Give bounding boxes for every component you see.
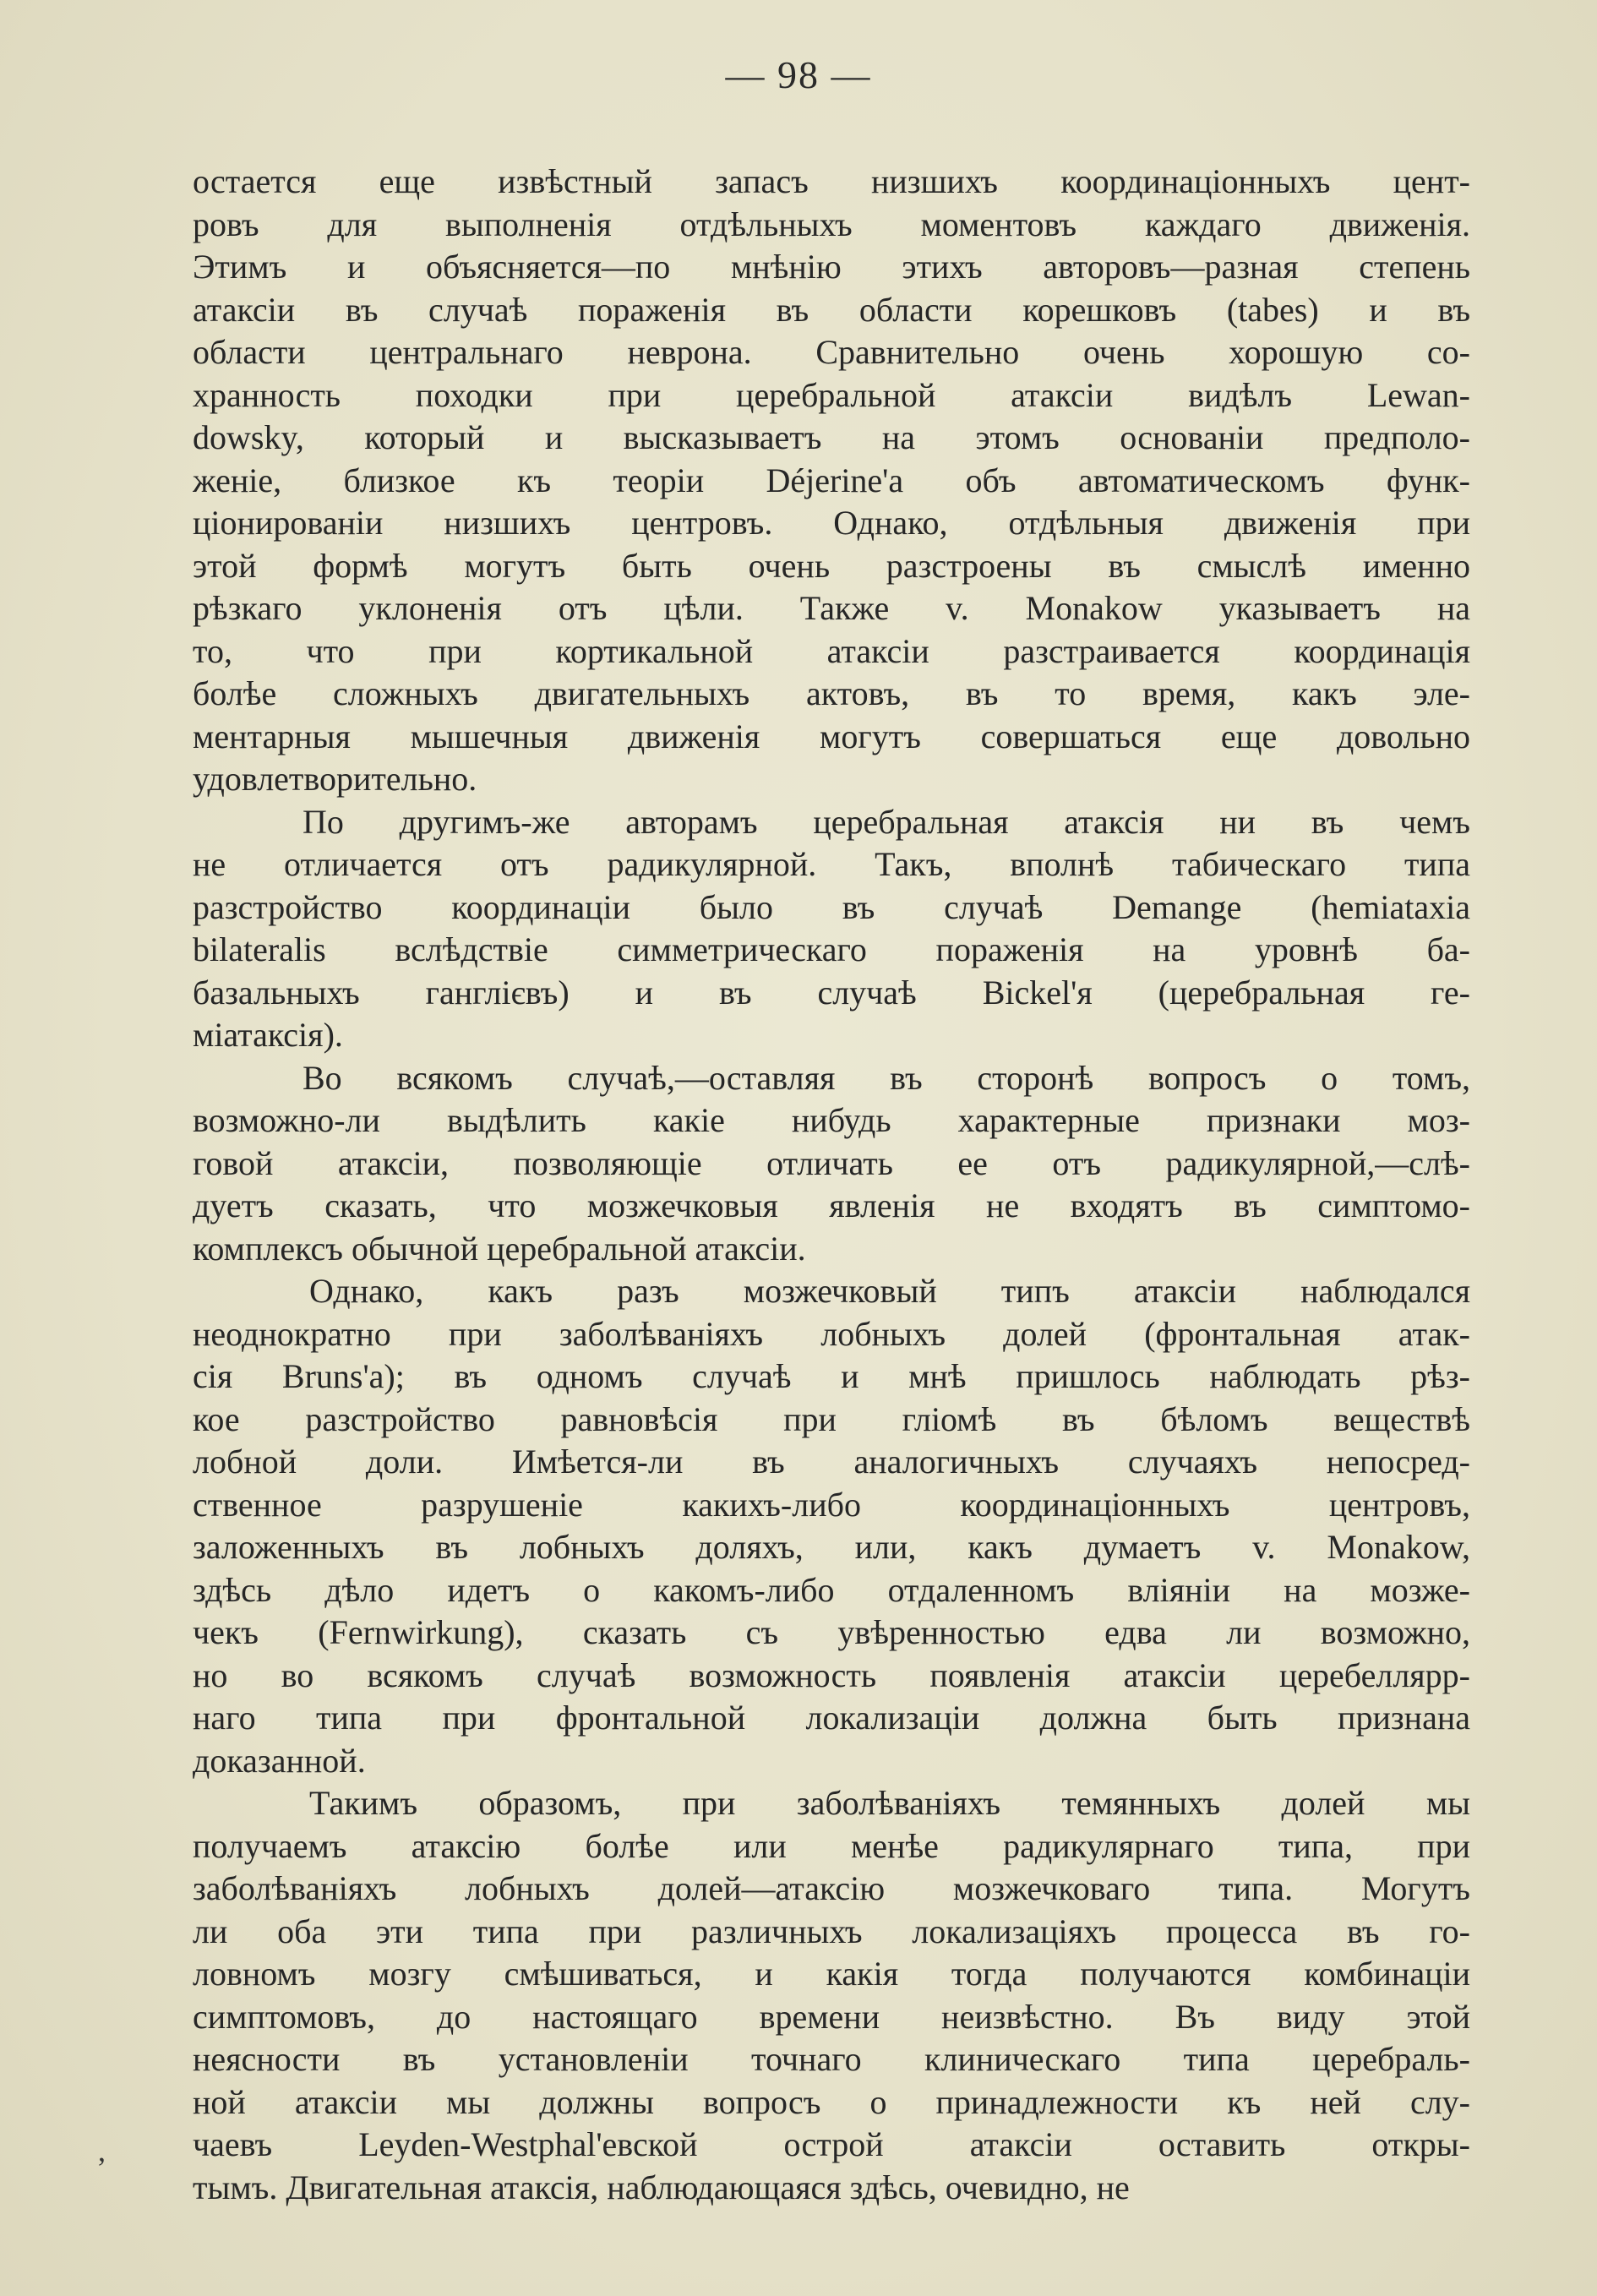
text-line: ловномъ мозгу смѣшиваться, и какія тогда получаются комбинаціи: [193, 1955, 1470, 1993]
text-line: получаемъ атаксію болѣе или менѣе радикулярнаго типа, при: [193, 1826, 1470, 1865]
text-line: чаевъ Leyden-Westphal'евской острой атаксіи оставить откры-: [193, 2125, 1470, 2163]
text-line: ментарныя мышечныя движенія могутъ совершаться еще довольно: [193, 717, 1470, 755]
text-line: хранность походки при церебральной атаксіи видѣлъ Lewan-: [193, 375, 1470, 414]
text-line: Этимъ и объясняется—по мнѣнію этихъ авторовъ—разная степень: [193, 248, 1470, 286]
text-line: неясности въ установленіи точнаго клиническаго типа церебраль-: [193, 2040, 1470, 2078]
paragraph: [193, 161, 1470, 801]
text-line: сія Bruns'а); въ одномъ случаѣ и мнѣ пришлось наблюдать рѣз-: [193, 1357, 1470, 1395]
text-line: остается еще извѣстный запасъ низшихъ координаціонныхъ цент-: [193, 162, 1470, 200]
text-line: дуетъ сказать, что мозжечковыя явленія не входятъ въ симптомо-: [193, 1186, 1470, 1224]
text-line: ціонированіи низшихъ центровъ. Однако, отдѣльныя движенія при: [193, 504, 1470, 542]
text-line: тымъ. Двигательная атаксія, наблюдающаяся здѣсь, очевидно, не: [193, 2168, 1130, 2206]
text-line: рѣзкаго уклоненія отъ цѣли. Также v. Monakow указываетъ на: [193, 589, 1470, 627]
text-line: наго типа при фронтальной локализаціи должна быть признана: [193, 1699, 1470, 1737]
text-line: заболѣваніяхъ лобныхъ долей—атаксію мозжечковаго типа. Могутъ: [193, 1869, 1470, 1907]
text-line: dowsky, который и высказываетъ на этомъ основаніи предполо-: [193, 418, 1470, 456]
text-line: bilateralis вслѣдствіе симметрическаго пораженія на уровнѣ ба-: [193, 930, 1470, 968]
text-line: ной атаксіи мы должны вопросъ о принадлежности къ ней слу-: [193, 2082, 1470, 2121]
page-number: — 98 —: [725, 53, 872, 96]
text-line: доказанной.: [193, 1741, 366, 1780]
text-line: ровъ для выполненія отдѣльныхъ моментовъ каждаго движенія.: [193, 205, 1470, 243]
margin-mark: ,: [98, 2134, 106, 2168]
text-line: удовлетворительно.: [193, 760, 477, 798]
text-line: кое разстройство равновѣсія при гліомѣ въ бѣломъ веществѣ: [193, 1399, 1470, 1438]
text-line: заложенныхъ въ лобныхъ доляхъ, или, какъ думаетъ v. Monakow,: [193, 1528, 1470, 1566]
text-line: Такимъ образомъ, при заболѣваніяхъ темянныхъ долей мы: [309, 1784, 1470, 1822]
text-line: женіе, близкое къ теоріи Déjerine'а объ автоматическомъ функ-: [193, 461, 1470, 499]
text-line: возможно-ли выдѣлить какіе нибудь характерные признаки моз-: [193, 1101, 1470, 1139]
text-line: симптомовъ, до настоящаго времени неизвѣстно. Въ виду этой: [193, 1997, 1470, 2036]
text-line: говой атаксіи, позволяющіе отличать ее отъ радикулярной,—слѣ-: [193, 1143, 1470, 1182]
text-line: не отличается отъ радикулярной. Такъ, вполнѣ табическаго типа: [193, 845, 1470, 883]
text-line: Однако, какъ разъ мозжечковый типъ атаксіи наблюдался: [309, 1272, 1470, 1310]
text-line: разстройство координаціи было въ случаѣ Demange (hemiataxia: [193, 887, 1470, 926]
body-text: [193, 161, 1470, 2209]
text-line: Во всякомъ случаѣ,—оставляя въ сторонѣ вопросъ о томъ,: [303, 1058, 1470, 1097]
text-line: здѣсь дѣло идетъ о какомъ-либо отдаленномъ вліяніи на мозже-: [193, 1570, 1470, 1609]
text-line: но во всякомъ случаѣ возможность появленія атаксіи церебеллярр-: [193, 1655, 1470, 1694]
text-line: то, что при кортикальной атаксіи разстраивается координація: [193, 631, 1470, 670]
text-line: неоднократно при заболѣваніяхъ лобныхъ долей (фронтальная атак-: [193, 1314, 1470, 1353]
text-line: міатаксія).: [193, 1016, 343, 1054]
text-line: области центральнаго неврона. Сравнительно очень хорошую со-: [193, 333, 1470, 371]
text-line: По другимъ-же авторамъ церебральная атаксія ни въ чемъ: [303, 802, 1470, 841]
text-line: лобной доли. Имѣется-ли въ аналогичныхъ случаяхъ непосред-: [193, 1442, 1470, 1481]
paragraph: [193, 1270, 1470, 1782]
text-line: чекъ (Fernwirkung), сказать съ увѣренностью едва ли возможно,: [193, 1613, 1470, 1651]
text-line: комплексъ обычной церебральной атаксіи.: [193, 1229, 806, 1268]
paragraph: [193, 801, 1470, 1057]
text-line: базальныхъ ганглієвъ) и въ случаѣ Bickel'я (церебральная ге-: [193, 973, 1470, 1012]
text-line: ственное разрушеніе какихъ-либо координаціонныхъ центровъ,: [193, 1485, 1470, 1524]
paragraph: [193, 1057, 1470, 1271]
text-line: атаксіи въ случаѣ пораженія въ области корешковъ (tabes) и въ: [193, 290, 1470, 329]
paragraph: [193, 1782, 1470, 2209]
text-line: этой формѣ могутъ быть очень разстроены въ смыслѣ именно: [193, 546, 1470, 585]
text-line: ли оба эти типа при различныхъ локализаціяхъ процесса въ го-: [193, 1912, 1470, 1950]
text-line: болѣе сложныхъ двигательныхъ актовъ, въ то время, какъ эле-: [193, 674, 1470, 712]
